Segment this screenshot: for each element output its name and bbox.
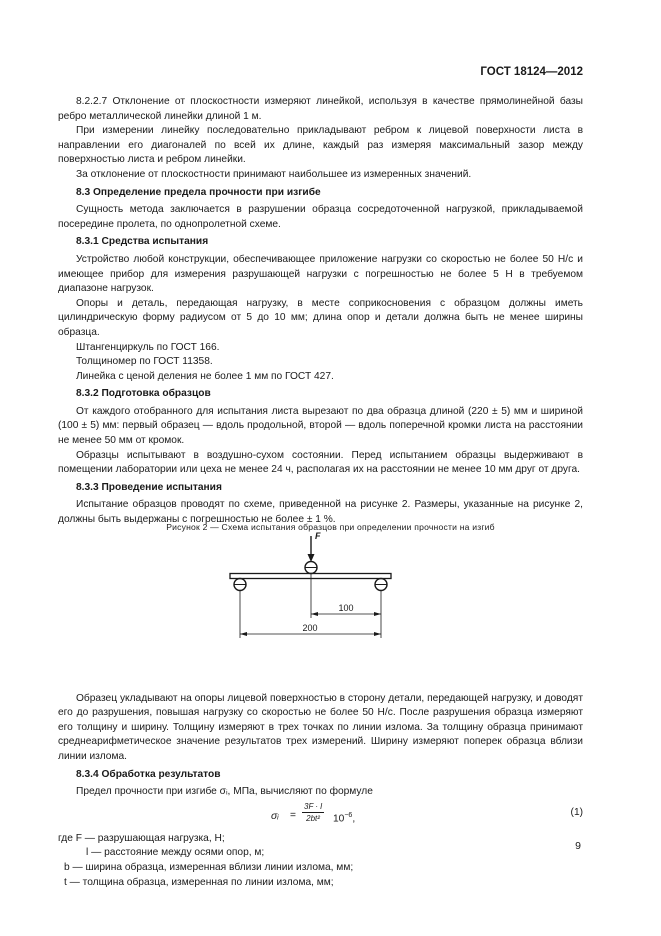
formula-numerator: 3F · l [304, 801, 323, 811]
paragraph: Устройство любой конструкции, обеспечивающее приложение нагрузки со скоростью не более 50 Н/с и имеющее прибор для измерения разрушающей нагрузки с погрешностью не более 5 Н в требуемом диапазоне нагрузок. [58, 253, 583, 295]
section-heading: 8.3.2 Подготовка образцов [76, 388, 211, 400]
dimension-half-label: 100 [338, 602, 354, 613]
paragraph: За отклонение от плоскостности принимают наибольшее из измеренных значений. [76, 168, 472, 180]
paragraph: 8.2.2.7 Отклонение от плоскостности измеряют линейкой, используя в качестве прямолинейной базы ребро металлической линейки длиной 1 м. [58, 96, 583, 122]
specimen [230, 573, 391, 578]
paragraph: Опоры и деталь, передающая нагрузку, в месте соприкосновения с образцом должны иметь цилиндрическую форму радиусом от 5 до 10 мм; длина опор и детали должна быть не менее ширины образца. [58, 297, 583, 338]
section-heading: 8.3 Определение предела прочности при изгибе [76, 186, 321, 198]
definition-line: где F — разрушающая нагрузка, Н; [58, 832, 225, 844]
paragraph: Образец укладывают на опоры лицевой поверхностью в сторону детали, передающей нагрузку, и доводят его до разрушения, повышая нагрузку со скоростью не более 50 Н/с. После разрушения образца измеряют его толщину и ширину. Толщину измеряют в трех точках по линии излома. За толщину образца принимают среднеарифметическое значение результатов трех измерений. Ширину измеряют поперек образца вблизи линии излома. [58, 692, 583, 762]
formula-denominator: 2bt² [306, 813, 320, 823]
formula-equals: = [290, 809, 296, 821]
paragraph: Штангенциркуль по ГОСТ 166. [76, 341, 220, 353]
section-heading: 8.3.3 Проведение испытания [76, 481, 222, 493]
page-content [58, 95, 583, 890]
formula-1 [58, 800, 583, 832]
definition-line: l — расстояние между осями опор, м; [86, 847, 265, 859]
formula-number: (1) [570, 806, 583, 818]
paragraph: Толщиномер по ГОСТ 11358. [76, 356, 213, 368]
force-label: F [315, 530, 321, 541]
section-heading: 8.3.4 Обработка результатов [76, 768, 221, 780]
formula-multiplier: $10^{-6}$, [333, 811, 356, 825]
section-heading: 8.3.1 Средства испытания [76, 236, 209, 248]
paragraph: Линейка с ценой деления не более 1 мм по ГОСТ 427. [76, 370, 334, 382]
paragraph: Образцы испытывают в воздушно-сухом состоянии. Перед испытанием образцы выдерживают в помещении лаборатории или цеха не менее 24 ч, располагая их на расстоянии не менее 10 мм друг от друга. [58, 449, 583, 476]
paragraph: Предел прочности при изгибе σᵢ, МПа, вычисляют по формуле [76, 786, 373, 798]
paragraph: Сущность метода заключается в разрушении образца сосредоточенной нагрузкой, прикладываемой посередине пролета, по однопролетной схеме. [58, 204, 583, 230]
paragraph: От каждого отобранного для испытания листа вырезают по два образца длиной (220 ± 5) мм и шириной (100 ± 5) мм: первый образец — вдоль продольной, второй — вдоль поперечной кромки листа на расстоянии не менее 50 мм от кромок. [58, 405, 583, 447]
bending-test-diagram [58, 528, 583, 668]
page-number: 9 [575, 840, 581, 852]
definition-line: t — толщина образца, измеренная по линии излома, мм; [64, 876, 334, 888]
definition-line: b — ширина образца, измеренная вблизи линии излома, мм; [64, 861, 354, 873]
figure-2 [58, 528, 583, 668]
figure-caption: Рисунок 2 — Схема испытания образцов при определении прочности на изгиб [166, 522, 495, 532]
formula-fraction [302, 801, 324, 824]
paragraph: Испытание образцов проводят по схеме, приведенной на рисунке 2. Размеры, указанные на рисунке 2, должны быть выдержаны с погрешностью не более ± 1 %. [58, 499, 583, 526]
force-arrow-head [308, 554, 315, 562]
standard-number: ГОСТ 18124—2012 [480, 66, 583, 78]
paragraph: При измерении линейку последовательно прикладывают ребром к лицевой поверхности листа в направлении его диагоналей по всей их длине, каждый раз измеряя максимальный зазор между поверхностью листа и ребром линейки. [58, 125, 583, 166]
formula-lhs: σᵢ [271, 809, 279, 822]
dimension-full-label: 200 [302, 622, 318, 633]
